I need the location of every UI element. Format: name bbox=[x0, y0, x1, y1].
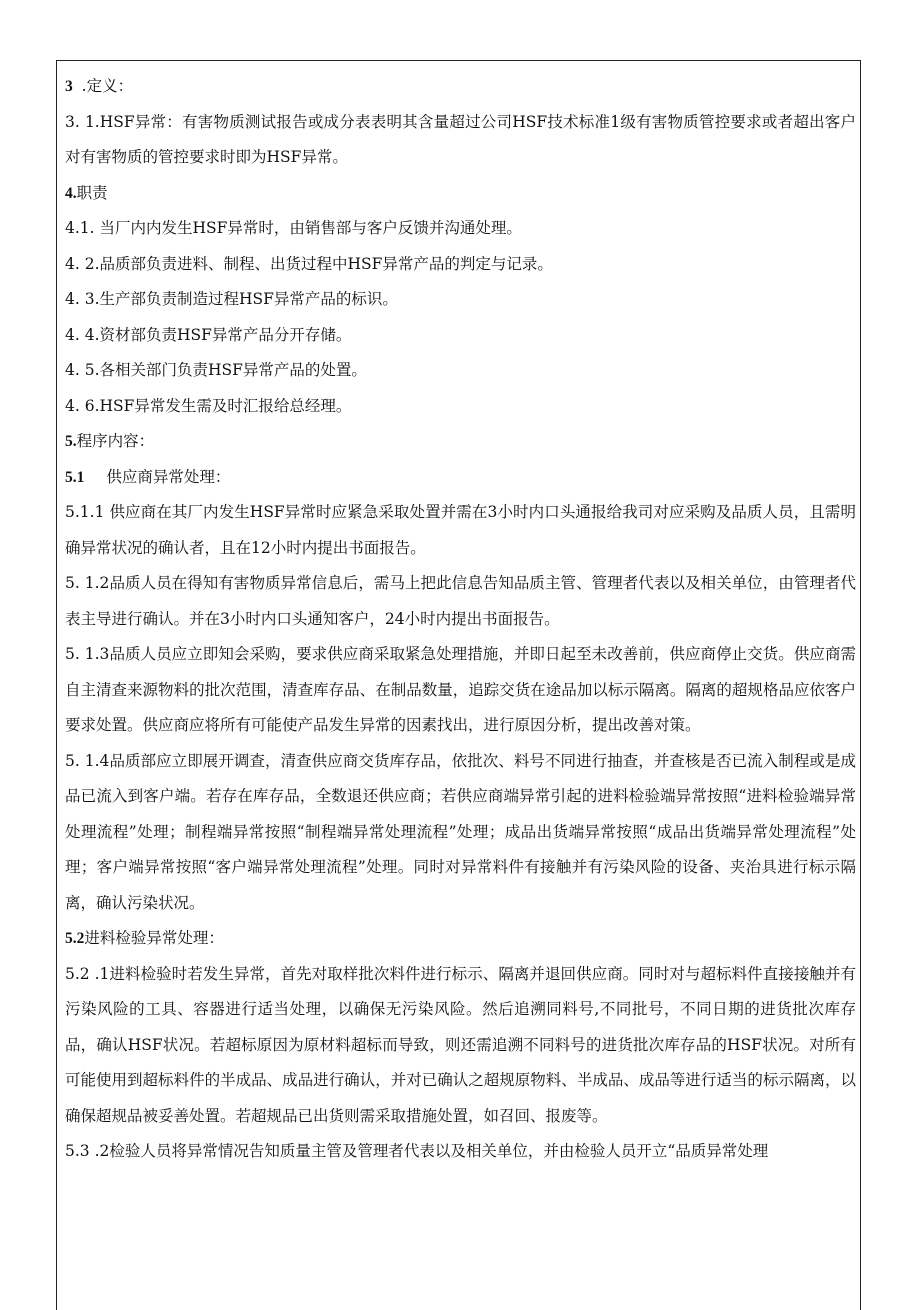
section-5-2-heading bbox=[65, 921, 856, 957]
paragraph-5-1-2: 5. 1.2品质人员在得知有害物质异常信息后，需马上把此信息告知品质主管、管理者代表以及相关单位，由管理者代表主导进行确认。并在3小时内口头通知客户，24小时内提出书面报告。 bbox=[65, 574, 856, 628]
paragraph-4-2: 4. 2.品质部负责进料、制程、出货过程中HSF异常产品的判定与记录。 bbox=[65, 254, 553, 273]
document-body bbox=[65, 69, 856, 1170]
section-5-1-title: 供应商异常处理： bbox=[106, 467, 231, 486]
paragraph-4-4: 4. 4.资材部负责HSF异常产品分开存储。 bbox=[65, 325, 352, 344]
paragraph-4-3: 4. 3.生产部负责制造过程HSF异常产品的标识。 bbox=[65, 290, 398, 308]
paragraph-4-6: 4. 6.HSF异常发生需及时汇报给总经理。 bbox=[65, 396, 352, 415]
paragraph-5-3-2: 5.3 .2检验人员将异常情况告知质量主管及管理者代表以及相关单位，并由检验人员开立“品质异常处理 bbox=[65, 1142, 769, 1160]
section-4-number: 4. bbox=[65, 184, 77, 202]
paragraph-4-5: 4. 5.各相关部门负责HSF异常产品的处置。 bbox=[65, 361, 367, 379]
section-4-heading bbox=[65, 176, 856, 212]
section-5-1-number: 5.1 bbox=[65, 468, 85, 486]
section-5-2-title: 进料检验异常处理： bbox=[84, 929, 224, 947]
section-4-title: 职责 bbox=[76, 183, 108, 202]
paragraph-5-1-3: 5. 1.3品质人员应立即知会采购，要求供应商采取紧急处理措施，并即日起至未改善前，供应商停止交货。供应商需自主清查来源物料的批次范围，清查库存品、在制品数量，追踪交货在途品加以标示隔离。隔离的超规格品应依客户要求处置。供应商应将所有可能使产品发生异常的因素找出，进行原因分析，提出改善对策。 bbox=[65, 645, 856, 734]
paragraph-5-2-1: 5.2 .1进料检验时若发生异常，首先对取样批次料件进行标示、隔离并退回供应商。同时对与超标料件直接接触并有污染风险的工具、容器进行适当处理，以确保无污染风险。然后追溯同料号,不同批号，不同日期的进货批次库存品，确认HSF状况。若超标原因为原材料超标而导致，则还需追溯不同料号的进货批次库存品的HSF状况。对所有可能使用到超标料件的半成品、成品进行确认，并对已确认之超规原物料、半成品、成品等进行适当的标示隔离，以确保超规品被妥善处置。若超规品已出货则需采取措施处置，如召回、报废等。 bbox=[65, 964, 856, 1125]
section-5-1-heading bbox=[65, 460, 856, 496]
section-5-title: 程序内容： bbox=[76, 432, 155, 450]
section-5-2-number: 5.2 bbox=[65, 930, 85, 947]
paragraph-4-1: 4.1. 当厂内内发生HSF异常时，由销售部与客户反馈并沟通处理。 bbox=[65, 219, 522, 237]
section-3-heading bbox=[65, 69, 856, 105]
paragraph-3-1: 3. 1.HSF异常：有害物质测试报告或成分表表明其含量超过公司HSF技术标准1级有害物质管控要求或者超出客户对有害物质的管控要求时即为HSF异常。 bbox=[65, 112, 856, 166]
paragraph-5-1-1: 5.1.1 供应商在其厂内发生HSF异常时应紧急采取处置并需在3小时内口头通报给我司对应采购及品质人员，且需明确异常状况的确认者，且在12小时内提出书面报告。 bbox=[65, 503, 856, 557]
document-frame bbox=[56, 60, 861, 1310]
paragraph-5-1-4: 5. 1.4品质部应立即展开调查，清查供应商交货库存品，依批次、料号不同进行抽查，并查核是否已流入制程或是成品已流入到客户端。若存在库存品，全数退还供应商；若供应商端异常引起的进料检验端异常按照“进料检验端异常处理流程”处理；制程端异常按照“制程端异常处理流程”处理；成品出货端异常按照“成品出货端异常处理流程”处理；客户端异常按照“客户端异常处理流程”处理。同时对异常料件有接触并有污染风险的设备、夹治具进行标示隔离，确认污染状况。 bbox=[65, 751, 856, 912]
section-3-title: .定义： bbox=[76, 77, 134, 95]
section-5-number: 5. bbox=[65, 433, 77, 450]
section-3-number: 3 bbox=[65, 78, 73, 95]
section-5-heading bbox=[65, 424, 856, 460]
